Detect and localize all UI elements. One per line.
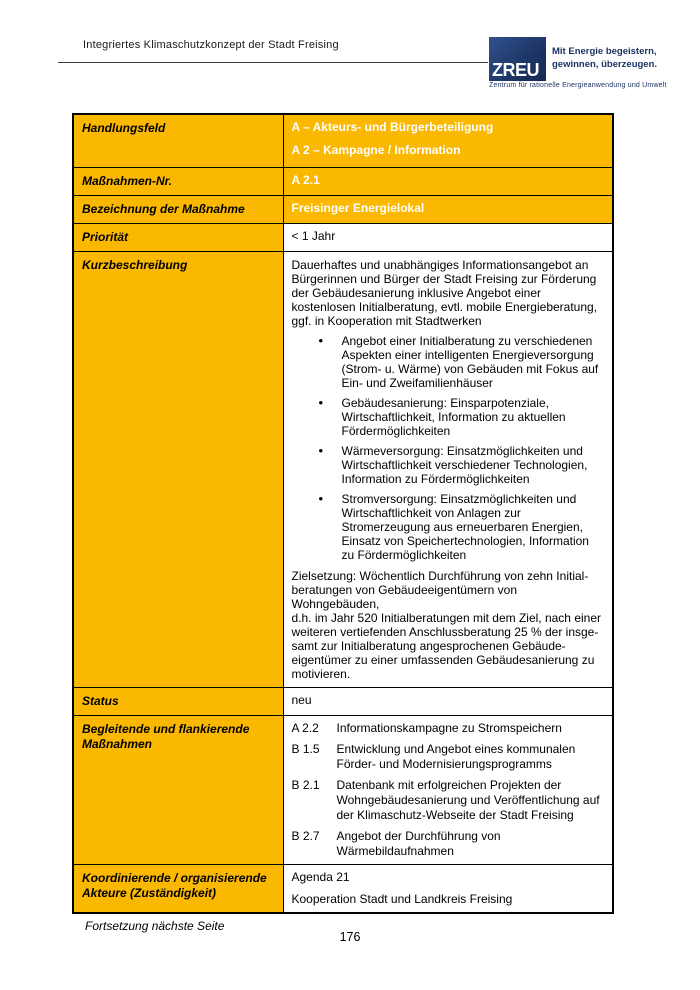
bullet-item: • Stromversorgung: Einsatzmöglichkeiten und Wirtschaftlichkeit von Anlagen zur Stromerzeugung aus erneuerbaren Energien, Einsatz von Speichertechnologien, Information zu Fördermöglichkeiten: [292, 492, 605, 562]
koordinierende-actor: Kooperation Stadt und Landkreis Freising: [291, 891, 513, 906]
bullet-item: • Gebäudesanierung: Einsparpotenziale, Wirtschaftlichkeit, Information zu aktuellen Fördermöglichkeiten: [292, 396, 605, 438]
row-kurzbeschreibung: [73, 251, 613, 687]
document-header-title: Integriertes Klimaschutzkonzept der Stadt Freising: [83, 39, 339, 51]
row-koordinierende-akteure: [73, 864, 613, 913]
zreu-subtitle: Zentrum für rationelle Energieanwendung und Umwelt: [489, 82, 667, 89]
related-measure-text: Datenbank mit erfolgreichen Projekten der Wohngebäudesanierung und Veröffentlichung auf der Klimaschutz-Webseite der Stadt Freising: [336, 777, 600, 822]
related-measure-text: Informationskampagne zu Stromspeichern: [336, 720, 562, 735]
row-massnahmen-nr: [73, 167, 613, 195]
related-measure-code: A 2.2: [291, 720, 319, 735]
status-value: neu: [283, 687, 613, 715]
related-measure-code: B 2.1: [291, 777, 320, 792]
related-measure-code: B 2.7: [291, 828, 320, 843]
related-measure-code: B 1.5: [291, 741, 320, 756]
koordinierende-label: Koordinierende / organisierende Akteure (Zuständigkeit): [73, 864, 283, 913]
row-status: [73, 687, 613, 715]
measure-sheet: [72, 113, 612, 933]
zreu-tagline: Mit Energie begeistern, gewinnen, überzeugen.: [552, 46, 658, 70]
bullet-item: • Angebot einer Initialberatung zu verschiedenen Aspekten einer intelligenten Energieversorgung (Strom- u. Wärme) von Gebäuden mit Fokus auf Ein- und Zweifamilienhäuser: [292, 334, 605, 390]
prioritaet-value: < 1 Jahr: [283, 223, 613, 251]
massnahmen-nr-label: Maßnahmen-Nr.: [73, 167, 283, 195]
begleitende-value: [283, 715, 613, 864]
row-prioritaet: [73, 223, 613, 251]
koordinierende-actor: Agenda 21: [291, 869, 350, 884]
related-measure: [292, 742, 605, 772]
bezeichnung-label: Bezeichnung der Maßnahme: [73, 195, 283, 223]
koordinierende-value: [283, 864, 613, 913]
bullet-item: • Wärmeversorgung: Einsatzmöglichkeiten und Wirtschaftlichkeit verschiedener Technologien, Information zu Fördermöglichkeiten: [292, 444, 605, 486]
handlungsfeld-value: A – Akteurs- und Bürgerbeteiligung A 2 – Kampagne / Information: [283, 114, 613, 167]
kurzbeschreibung-bullet-list: [292, 334, 605, 562]
kurzbeschreibung-intro: Dauerhaftes und unabhängiges Informationsangebot an Bürgerinnen und Bürger der Stadt Freising zur Förderung der Gebäudesanierung inklusive Angebot einer kostenlosen Initialberatung, evtl. mobile Energieberatung, ggf. in Kooperation mit Stadtwerken: [291, 257, 598, 328]
related-measure: [292, 778, 605, 823]
row-bezeichnung: [73, 195, 613, 223]
zreu-logo-text: ZREU: [492, 60, 539, 80]
handlungsfeld-label: Handlungsfeld: [73, 114, 283, 167]
related-measure: [292, 721, 605, 736]
zreu-logo: [489, 37, 546, 81]
header-divider: [58, 62, 488, 63]
row-handlungsfeld: [73, 114, 613, 167]
related-measure-text: Angebot der Durchführung von Wärmebildaufnahmen: [336, 828, 501, 858]
row-begleitende-massnahmen: [73, 715, 613, 864]
status-label: Status: [73, 687, 283, 715]
prioritaet-label: Priorität: [73, 223, 283, 251]
related-measure: [292, 829, 605, 859]
kurzbeschreibung-zielsetzung: Zielsetzung: Wöchentlich Durchführung von zehn Initial- beratungen von Gebäudeeigentümern von Wohngebäuden, d.h. im Jahr 520 Initialberatungen mit dem Ziel, nach einer weiteren vertiefenden Anschlussberatung 25 % der insge- samt zur Initialberatung angesprochenen Gebäude- eigentümer zu einer umfassenden Gebäudesanierung zu motivieren.: [291, 568, 601, 681]
kurzbeschreibung-label: Kurzbeschreibung: [73, 251, 283, 687]
related-measure-text: Entwicklung und Angebot eines kommunalen Förder- und Modernisierungsprogramms: [336, 741, 576, 771]
continuation-note: Fortsetzung nächste Seite: [85, 918, 225, 933]
kurzbeschreibung-value: [283, 251, 613, 687]
begleitende-label: Begleitende und flankierende Maßnahmen: [73, 715, 283, 864]
measure-table: [72, 113, 614, 914]
massnahmen-nr-value: A 2.1: [283, 167, 613, 195]
bezeichnung-value: Freisinger Energielokal: [283, 195, 613, 223]
page-number: 176: [339, 930, 361, 944]
